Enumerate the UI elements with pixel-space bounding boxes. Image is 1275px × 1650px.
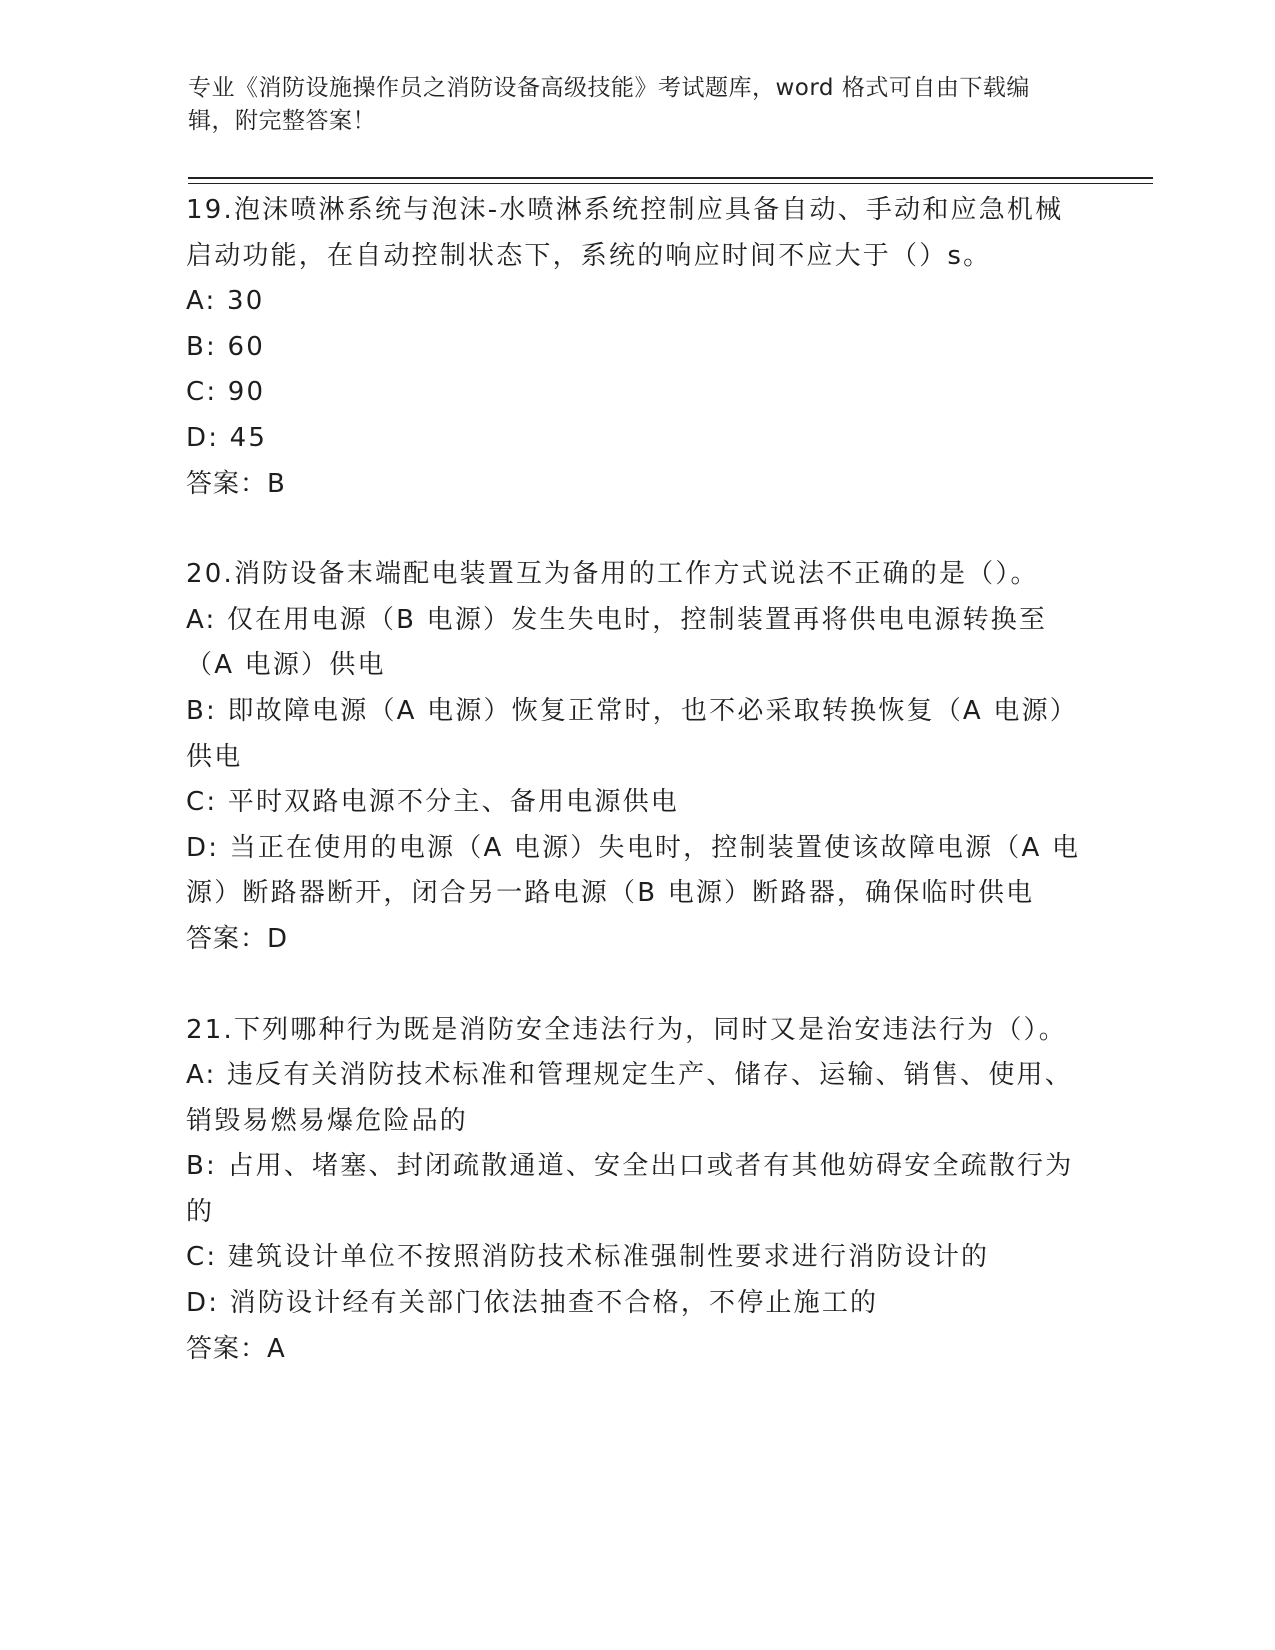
option-a: A: 30 [186, 286, 265, 317]
option-d: D: 45 [186, 422, 268, 453]
option-a: A: 违反有关消防技术标准和管理规定生产、储存、运输、销售、使用、销毁易燃易爆危险品的 [186, 1060, 1073, 1136]
question-stem: 20.消防设备末端配电装置互为备用的工作方式说法不正确的是（）。 [186, 559, 1039, 590]
answer-line [186, 1327, 1086, 1373]
option-c: C: 90 [186, 377, 266, 408]
header-divider-thick [188, 177, 1153, 179]
answer-label: 答案： [186, 1333, 268, 1364]
question-stem: 19.泡沫喷淋系统与泡沫-水喷淋系统控制应具备自动、手动和应急机械启动功能，在自动控制状态下，系统的响应时间不应大于（）s。 [186, 195, 1064, 271]
header-divider-thin [188, 183, 1153, 184]
answer-value: B [267, 468, 286, 499]
option-d: D: 消防设计经有关部门依法抽查不合格，不停止施工的 [186, 1288, 879, 1319]
question-stem: 21.下列哪种行为既是消防安全违法行为，同时又是治安违法行为（）。 [186, 1014, 1067, 1045]
document-header [188, 72, 1078, 138]
option-d: D: 当正在使用的电源（A 电源）失电时，控制装置使该故障电源（A 电源）断路器断开，闭合另一路电源（B 电源）断路器，确保临时供电 [186, 832, 1081, 909]
answer-label: 答案： [186, 923, 268, 954]
option-b: B: 即故障电源（A 电源）恢复正常时，也不必采取转换恢复（A 电源）供电 [186, 695, 1078, 772]
answer-value: D [267, 923, 289, 954]
question-21 [186, 1008, 1086, 1373]
answer-line [186, 462, 1086, 508]
option-a: A: 仅在用电源（B 电源）发生失电时，控制装置再将供电电源转换至（A 电源）供电 [186, 604, 1048, 681]
answer-label: 答案： [186, 468, 268, 499]
answer-line [186, 917, 1086, 963]
header-title-line1: 专业《消防设施操作员之消防设备高级技能》考试题库，word 格式可自由下载编 [188, 75, 1030, 101]
option-b: B: 占用、堵塞、封闭疏散通道、安全出口或者有其他妨碍安全疏散行为的 [186, 1151, 1074, 1227]
question-20 [186, 552, 1086, 962]
answer-value: A [267, 1333, 286, 1364]
option-c: C: 建筑设计单位不按照消防技术标准强制性要求进行消防设计的 [186, 1242, 990, 1273]
header-title-line2: 辑，附完整答案！ [188, 108, 376, 134]
option-b: B: 60 [186, 331, 265, 362]
question-list [186, 188, 1086, 1372]
question-19 [186, 188, 1086, 507]
option-c: C: 平时双路电源不分主、备用电源供电 [186, 787, 679, 818]
